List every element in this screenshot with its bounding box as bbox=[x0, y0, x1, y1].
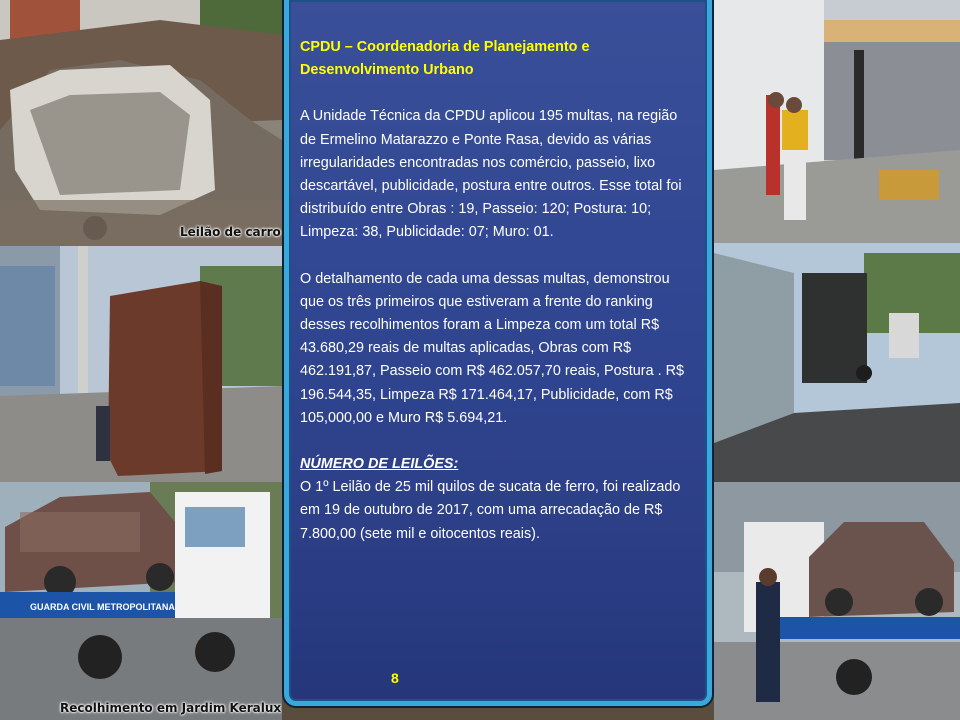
trailer-photo bbox=[0, 246, 282, 482]
page-number: 8 bbox=[391, 670, 399, 686]
workers-photo bbox=[714, 0, 960, 243]
scrap-car-photo bbox=[0, 0, 282, 246]
truck-lettering-left: GUARDA CIVIL METROPOLITANA bbox=[30, 602, 175, 612]
panel-heading: CPDU – Coordenadoria de Planejamento e Desenvolvimento Urbano bbox=[300, 39, 590, 79]
panel-text bbox=[300, 36, 694, 569]
paragraph-fines-detail: O detalhamento de cada uma dessas multas, demonstrou que os três primeiros que estiveram a frente do ranking desses recolhimentos foram a Limpeza com um total R$ 43.680,29 reais de multas aplicadas, Obras com R$ 462.191,87, Passeio com R$ 462.057,70 reais, Postura . R$ 196.544,35, Limpeza R$ 171.464,17, Publicidade, com R$ 105,000,00 e Muro R$ 5.694,21. bbox=[300, 270, 684, 426]
car-auction-caption: Leilão de carro bbox=[180, 225, 281, 239]
street-box-photo bbox=[714, 243, 960, 482]
auctions-heading: NÚMERO DE LEILÕES: bbox=[300, 456, 459, 473]
paragraph-auction: O 1º Leilão de 25 mil quilos de sucata de ferro, foi realizado em 19 de outubro de 2017, com uma arrecadação de R$ 7.800,00 (sete mil e oitocentos reais). bbox=[300, 479, 681, 542]
tow-truck-photo-right bbox=[714, 482, 960, 720]
paragraph-fines-summary: A Unidade Técnica da CPDU aplicou 195 multas, na região de Ermelino Matarazzo e Ponte Rasa, devido as várias irregularidades encontradas nos comércio, passeio, lixo descartável, publicidade, postura entre outros. Esse total foi distribuído entre Obras : 19, Passeio: 120; Postura: 10; Limpeza: 38, Publicidade: 07; Muro: 01. bbox=[300, 108, 682, 241]
collection-caption: Recolhimento em Jardim Keralux bbox=[60, 701, 282, 715]
tow-truck-photo-left bbox=[0, 482, 282, 720]
